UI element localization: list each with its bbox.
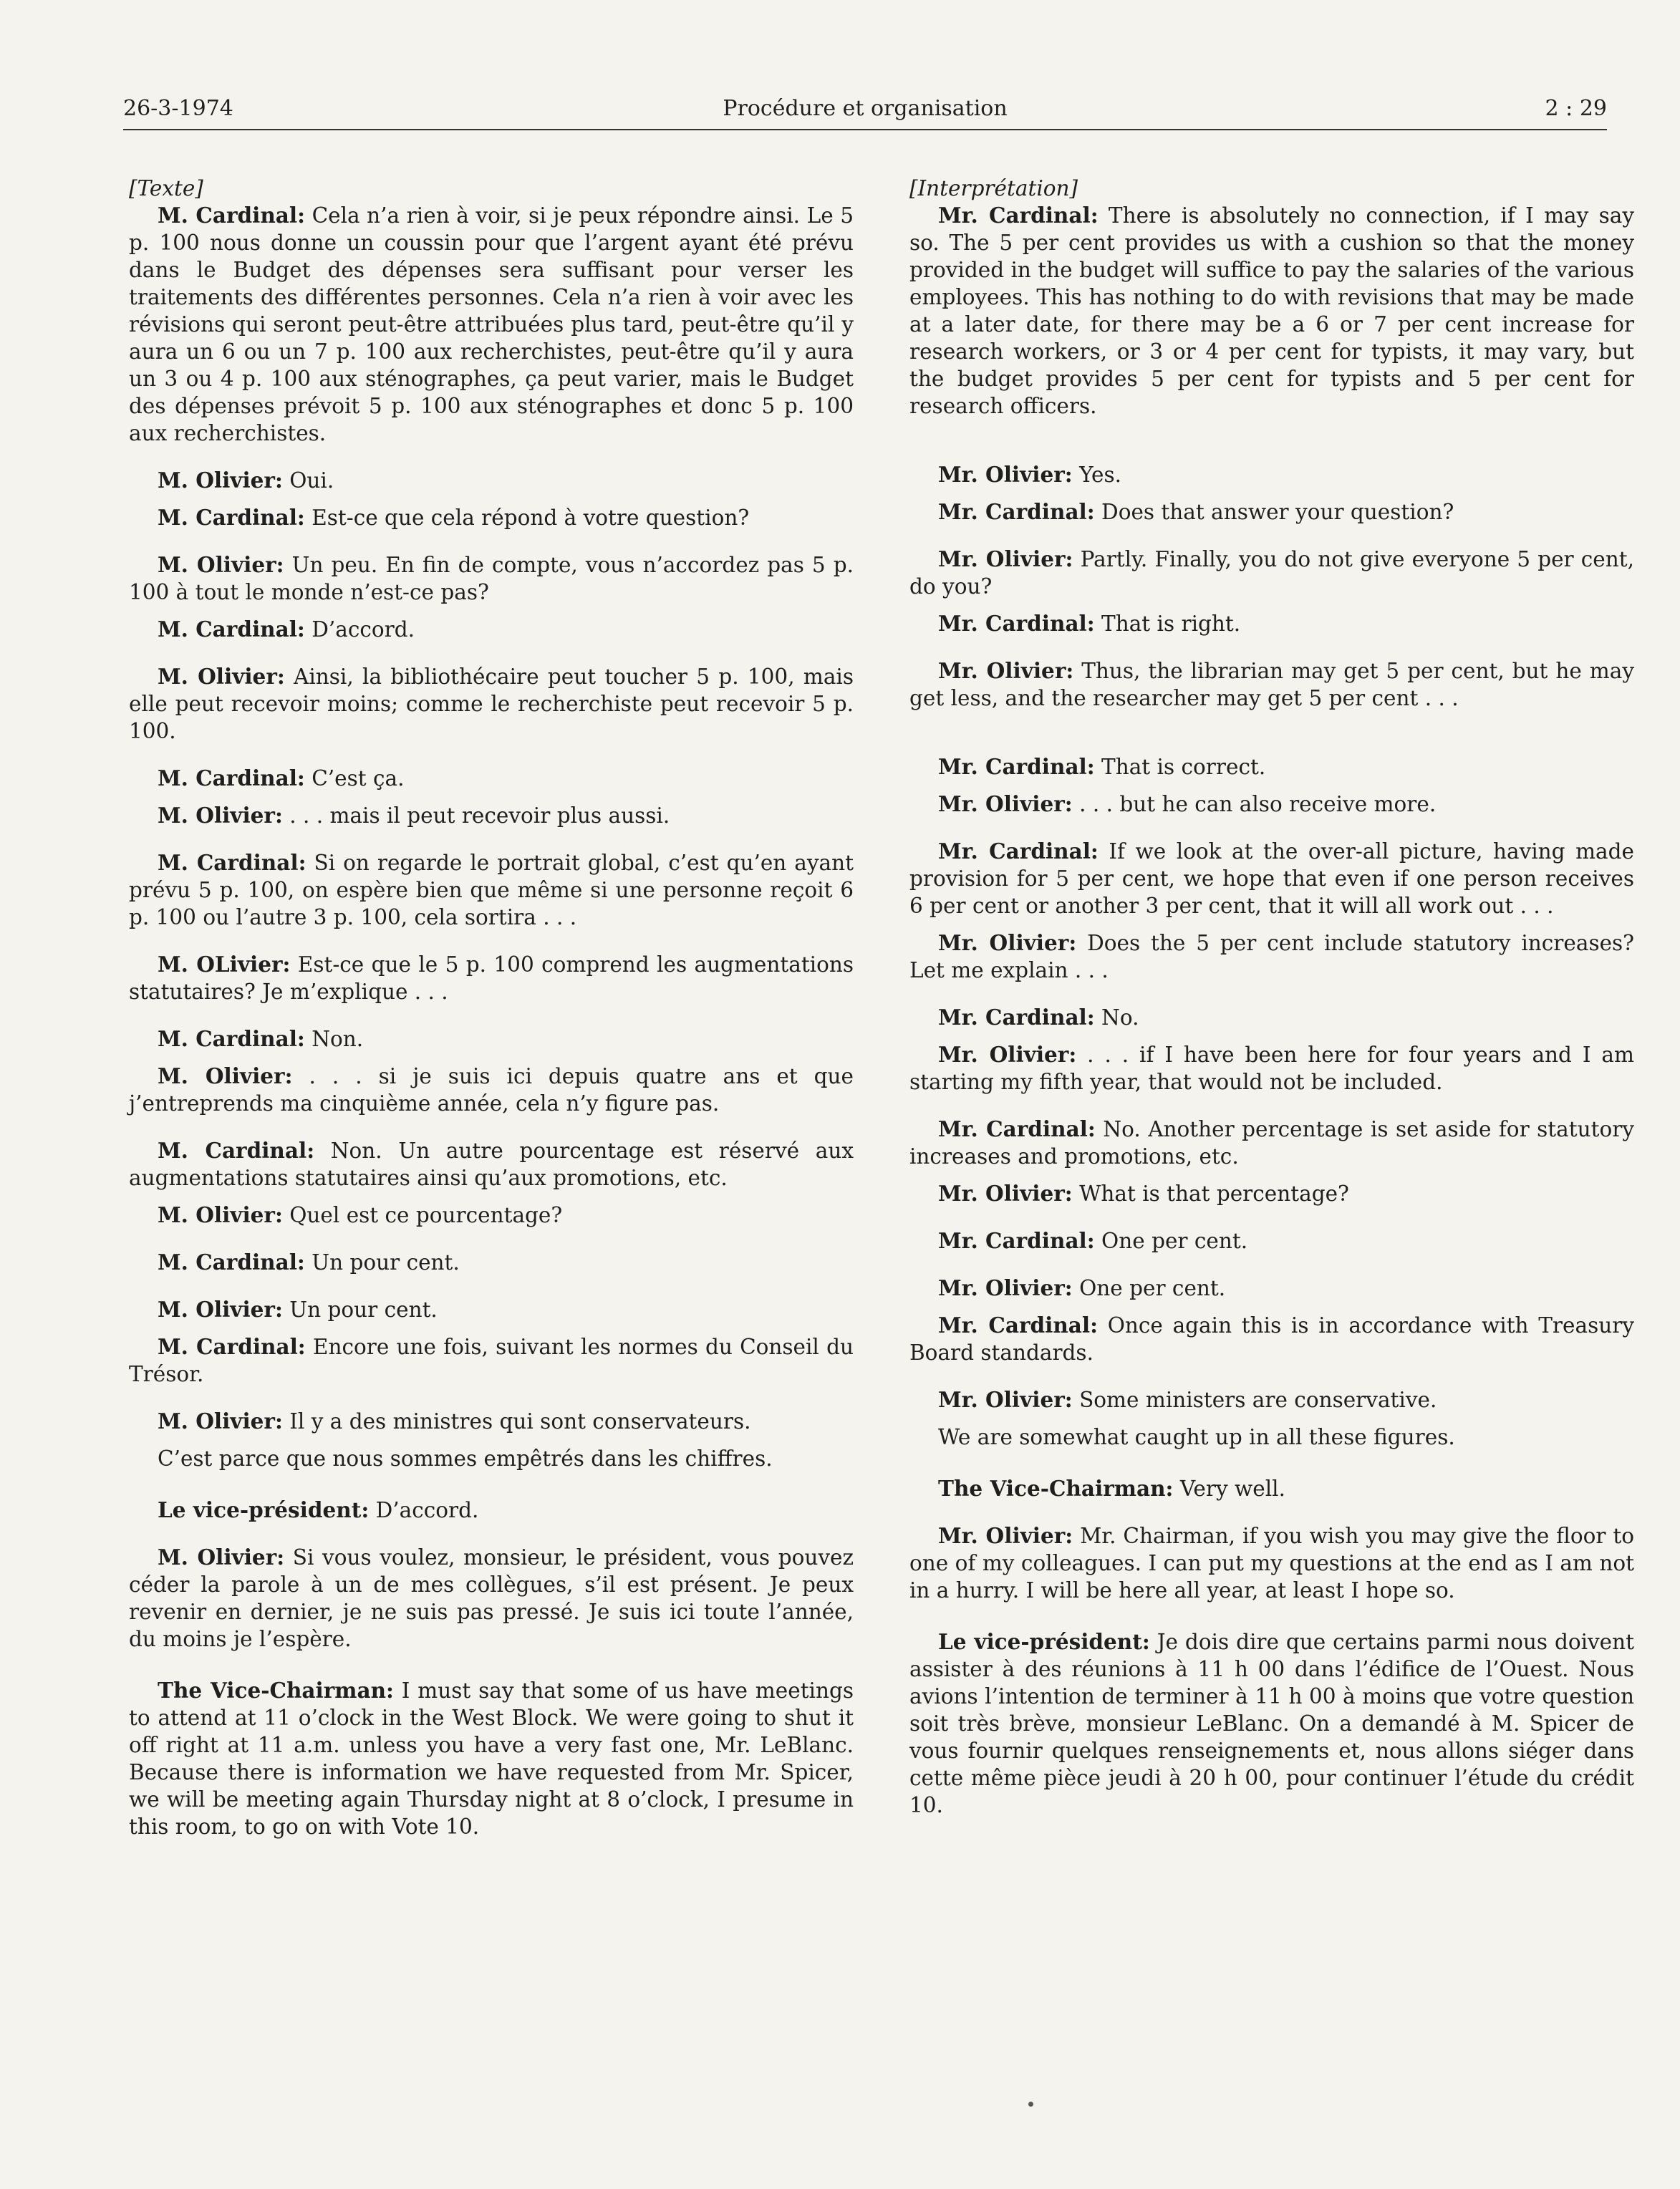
paragraph (129, 616, 854, 643)
speech: Encore une fois, suivant les normes du Conseil du Trésor. (129, 1335, 854, 1386)
speech: If we look at the over-all picture, having made provision for 5 per cent, we hope that even if one person receives 6 per cent or another 3 per cent, that it will all work out . . . (909, 839, 1634, 918)
paragraph (129, 1544, 854, 1653)
speech: Non. Un autre pourcentage est réservé aux augmentations statutaires ainsi qu’aux promotions, etc. (129, 1139, 854, 1190)
paragraph (909, 791, 1634, 818)
speaker: Mr. Cardinal: (938, 1005, 1095, 1030)
paragraph (909, 1180, 1634, 1207)
speech: Oui. (282, 468, 334, 493)
paragraph (909, 546, 1634, 600)
speaker: Le vice-président: (158, 1497, 370, 1522)
speaker: Mr. Olivier: (938, 658, 1074, 683)
paragraph (909, 1628, 1634, 1819)
paragraph (909, 1522, 1634, 1604)
column-label: [Interprétation] (909, 176, 1078, 200)
paragraph (129, 663, 854, 745)
speech: D’accord. (369, 1498, 479, 1522)
paragraph (129, 1497, 854, 1524)
page-speck (1028, 2102, 1033, 2107)
page-header (123, 92, 1607, 130)
speech: Est-ce que le 5 p. 100 comprend les augmentations statutaires? Je m’explique . . . (129, 952, 854, 1004)
speaker: Mr. Cardinal: (938, 203, 1099, 228)
paragraph (909, 929, 1634, 984)
speaker: M. Olivier: (158, 468, 283, 493)
speech: What is that percentage? (1072, 1182, 1349, 1206)
speaker: Mr. Olivier: (938, 1275, 1073, 1300)
speaker: M. OLivier: (158, 952, 291, 977)
speech: I must say that some of us have meetings to attend at 11 o’clock in the West Block. We were going to shut it off right at 11 a.m. unless you have a very fast one, Mr. LeBlanc. Because there is information we have requested from Mr. Spicer, we will be meeting again Thursday night at 8 o’clock, I presume in this room, to go on with Vote 10. (129, 1678, 854, 1839)
speech: Partly. Finally, you do not give everyone 5 per cent, do you? (909, 547, 1634, 599)
paragraph (909, 1275, 1634, 1302)
speaker: M. Cardinal: (158, 203, 306, 228)
paragraph (909, 657, 1634, 712)
speech: Cela n’a rien à voir, si je peux répondre ainsi. Le 5 p. 100 nous donne un coussin pour que l’argent ayant été prévu dans le Budget des dépenses sera suffisant pour verser les traitements des différentes personnes. Cela n’a rien à voir avec les révisions qui seront peut-être attribuées plus tard, peut-être qu’il y aura un 6 ou un 7 p. 100 aux recherchistes, peut-être qu’il y aura un 3 ou 4 p. 100 aux sténographes, ça peut varier, mais le Budget des dépenses prévoit 5 p. 100 aux sténographes et donc 5 p. 100 aux recherchistes. (129, 203, 854, 445)
speaker: Mr. Olivier: (938, 791, 1073, 816)
speech: Si vous voulez, monsieur, le président, vous pouvez céder la parole à un de mes collègues, s’il est présent. Je peux revenir en dernier, je ne suis pas pressé. Je suis ici toute l’année, du moins je l’espère. (129, 1545, 854, 1651)
speech: No. Another percentage is set aside for statutory increases and promotions, etc. (909, 1117, 1634, 1169)
column-label: [Texte] (129, 176, 203, 200)
paragraph (909, 753, 1634, 781)
speaker: M. Cardinal: (158, 617, 305, 642)
speaker: Le vice-président: (938, 1629, 1150, 1654)
header-title: Procédure et organisation (723, 96, 1008, 121)
speaker: M. Cardinal: (158, 505, 305, 530)
speech: That is right. (1094, 612, 1241, 636)
speech: Mr. Chairman, if you wish you may give the floor to one of my colleagues. I can put my questions at the end as I am not in a hurry. I will be here all year, at least I hope so. (909, 1524, 1634, 1603)
speaker: Mr. Olivier: (938, 930, 1077, 955)
speaker: Mr. Olivier: (938, 1181, 1073, 1206)
speaker: M. Olivier: (158, 1545, 285, 1570)
speech: Some ministers are conservative. (1072, 1388, 1437, 1412)
speech: Un pour cent. (282, 1298, 438, 1322)
paragraph (129, 1296, 854, 1323)
paragraph (129, 551, 854, 606)
speech: Non. (304, 1027, 364, 1051)
paragraph (129, 951, 854, 1005)
paragraph (909, 1424, 1634, 1451)
speech: . . . mais il peut recevoir plus aussi. (282, 803, 670, 828)
speech: . . . si je suis ici depuis quatre ans et que j’entreprends ma cinquième année, cela n’y figure pas. (129, 1064, 854, 1116)
paragraph (909, 838, 1634, 919)
speaker: The Vice-Chairman: (158, 1678, 394, 1703)
paragraph (909, 461, 1634, 488)
paragraph (909, 1475, 1634, 1502)
paragraph (909, 1312, 1634, 1366)
speech: . . . if I have been here for four years and I am starting my fifth year, that would not be included. (909, 1043, 1634, 1094)
speech: . . . but he can also receive more. (1072, 792, 1437, 816)
speech: That is correct. (1094, 755, 1266, 779)
paragraph (129, 467, 854, 494)
speech: Thus, the librarian may get 5 per cent, but he may get less, and the researcher may get 5 per cent . . . (909, 659, 1634, 710)
speaker: M. Cardinal: (158, 1250, 305, 1275)
paragraph (129, 1025, 854, 1053)
paragraph (909, 1227, 1634, 1255)
speech: One per cent. (1094, 1229, 1248, 1253)
paragraph (129, 1063, 854, 1117)
speaker: Mr. Olivier: (938, 1042, 1077, 1067)
header-date: 26-3-1974 (123, 96, 233, 121)
speech: Very well. (1173, 1477, 1285, 1501)
speech: D’accord. (304, 617, 415, 642)
paragraph (129, 1202, 854, 1229)
speaker: M. Olivier: (158, 552, 284, 577)
speech: Yes. (1072, 463, 1121, 487)
speech: Si on regarde le portrait global, c’est qu’en ayant prévu 5 p. 100, on espère bien que même si une personne reçoit 6 p. 100 ou l’autre 3 p. 100, cela sortira . . . (129, 851, 854, 929)
speech: Est-ce que cela répond à votre question? (304, 506, 750, 530)
speech: C’est parce que nous sommes empêtrés dans les chiffres. (158, 1446, 773, 1471)
speaker: Mr. Olivier: (938, 1387, 1073, 1412)
speech: Il y a des ministres qui sont conservateurs. (282, 1409, 751, 1434)
speaker: M. Cardinal: (158, 765, 305, 791)
speaker: Mr. Olivier: (938, 462, 1073, 487)
paragraph (909, 1004, 1634, 1031)
speaker: Mr. Cardinal: (938, 1116, 1096, 1141)
speech: Does that answer your question? (1094, 500, 1454, 524)
speaker: Mr. Olivier: (938, 1523, 1073, 1548)
speech: Ainsi, la bibliothécaire peut toucher 5 p. 100, mais elle peut recevoir moins; comme le recherchiste peut recevoir 5 p. 100. (129, 665, 854, 743)
speaker: M. Cardinal: (158, 1026, 305, 1051)
speech: Does the 5 per cent include statutory increases? Let me explain . . . (909, 931, 1634, 982)
speech: Once again this is in accordance with Treasury Board standards. (909, 1313, 1634, 1365)
speaker: M. Olivier: (158, 1297, 283, 1322)
paragraph (129, 765, 854, 792)
paragraph (129, 1333, 854, 1388)
speaker: M. Cardinal: (158, 850, 306, 875)
speaker: Mr. Olivier: (938, 546, 1073, 571)
speech: Un pour cent. (304, 1250, 460, 1275)
speaker: M. Olivier: (158, 1408, 283, 1434)
paragraph (129, 504, 854, 531)
paragraph (129, 1408, 854, 1435)
speech: No. (1094, 1005, 1139, 1030)
paragraph (909, 202, 1634, 420)
paragraph (129, 202, 854, 447)
speech: Un peu. En fin de compte, vous n’accordez pas 5 p. 100 à tout le monde n’est-ce pas? (129, 553, 854, 604)
paragraph (909, 1386, 1634, 1414)
header-page-number: 2 : 29 (1545, 96, 1607, 121)
speaker: Mr. Cardinal: (938, 839, 1099, 864)
speech: There is absolutely no connection, if I may say so. The 5 per cent provides us with a cushion so that the money provided in the budget will suffice to pay the salaries of the various employees. This has nothing to do with revisions that may be made at a later date, for there may be a 6 or 7 per cent increase for research workers, or 3 or 4 per cent for typists, it may vary, but the budget provides 5 per cent for typists and 5 per cent for research officers. (909, 203, 1635, 418)
paragraph (909, 1041, 1634, 1096)
paragraph (129, 1137, 854, 1192)
speaker: Mr. Cardinal: (938, 754, 1095, 779)
right-column-english (909, 175, 1634, 1819)
speaker: Mr. Cardinal: (938, 611, 1095, 636)
speaker: Mr. Cardinal: (938, 499, 1095, 524)
speech: Je dois dire que certains parmi nous doivent assister à des réunions à 11 h 00 dans l’édifice de l’Ouest. Nous avions l’intention de terminer à 11 h 00 à moins que votre question soit très brève, monsieur LeBlanc. On a demandé à M. Spicer de vous fournir quelques renseignements et, nous allons siéger dans cette même pièce jeudi à 20 h 00, pour continuer l’étude du crédit 10. (909, 1630, 1634, 1817)
speaker: M. Olivier: (158, 1202, 283, 1227)
left-column-french (129, 175, 854, 1840)
paragraph (909, 498, 1634, 526)
speech: C’est ça. (304, 766, 405, 791)
speaker: The Vice-Chairman: (938, 1476, 1174, 1501)
speaker: M. Cardinal: (158, 1138, 315, 1163)
paragraph (129, 1677, 854, 1840)
paragraph (909, 610, 1634, 637)
speaker: Mr. Cardinal: (938, 1228, 1095, 1253)
speaker: M. Olivier: (158, 664, 285, 689)
speech: Quel est ce pourcentage? (282, 1203, 563, 1227)
paragraph (129, 1249, 854, 1276)
speaker: Mr. Cardinal: (938, 1313, 1098, 1338)
speaker: M. Olivier: (158, 1063, 293, 1088)
speech: One per cent. (1072, 1276, 1226, 1300)
paragraph (129, 1445, 854, 1472)
paragraph (129, 849, 854, 931)
paragraph (909, 1116, 1634, 1170)
paragraph (129, 802, 854, 829)
speaker: M. Olivier: (158, 803, 283, 828)
speech: We are somewhat caught up in all these figures. (938, 1425, 1455, 1449)
speaker: M. Cardinal: (158, 1334, 306, 1359)
